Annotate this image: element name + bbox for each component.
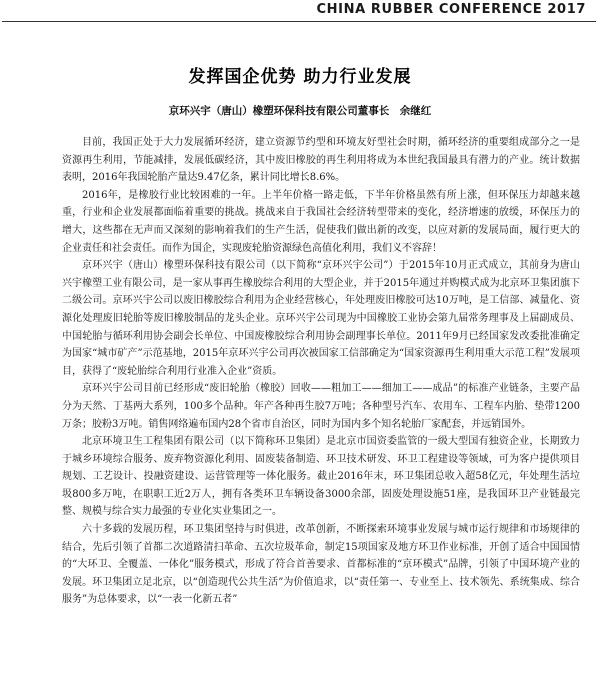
- paragraph: 六十多载的发展历程，环卫集团坚持与时俱进，改革创新，不断探索环境事业发展与城市运行规律和市场规律的结合，先后引领了首都二次道路清扫革命、五次垃圾革命，制定15项国家及地方环卫作业标准，开创了适合中国国情的“大环卫、全覆盖、一体化”服务模式，形成了符合首善要求、首都标准的“京环模式”品牌，引领了中国环境产业的发展。环卫集团立足北京，以“创造现代公共生活”为价值追求，以“责任第一、专业至上、技术领先、系统集成、综合服务”为总体要求，以“一表一化新五者”: [62, 524, 580, 606]
- paragraph: 目前，我国正处于大力发展循环经济，建立资源节约型和环境友好型社会时期，循环经济的重要组成部分之一是资源再生利用，节能减排，发展低碳经济，其中废旧橡胶的再生利用将成为本世纪我国最具有潜力的产业。统计数据表明，2016年我国轮胎产量达9.47亿条，累计同比增长8.6%。: [62, 137, 580, 184]
- article-author: 京环兴宇（唐山）橡塑环保科技有限公司董事长 余继红: [168, 105, 432, 117]
- conference-header: CHINA RUBBER CONFERENCE 2017: [316, 2, 586, 17]
- paragraph: 京环兴宇（唐山）橡塑环保科技有限公司（以下简称“京环兴宇公司”）于2015年10月正式成立，其前身为唐山兴宇橡塑工业有限公司，是一家从事再生橡胶综合利用的大型企业，并于2015年通过并购模式成为北京环卫集团旗下二级公司。京环兴宇公司以废旧橡胶综合利用为企业经营核心，年处理废旧橡胶可达10万吨，是工信部、减量化、资源化处理废旧轮胎等废旧橡胶制品的龙头企业。京环兴宇公司现为中国橡胶工业协会第九届常务理事及上届副成员、中国轮胎与循环利用协会副会长单位、中国废橡胶综合利用协会副理事长单位。2011年9月已经国家发改委批准确定为国家“城市矿产”示范基地，2015年京环兴宇公司再次被国家工信部确定为“国家资源再生利用重大示范工程”发展项目，获得了“废轮胎综合利用行业准入企业”资质。: [62, 260, 580, 377]
- header-divider: [2, 21, 596, 22]
- article-title: 发挥国企优势 助力行业发展: [188, 67, 412, 87]
- paragraph: 2016年，是橡胶行业比较困难的一年。上半年价格一路走低，下半年价格虽然有所上涨，但环保压力却越来越重，行业和企业发展都面临着重要的挑战。挑战来自于我国社会经济转型带来的变化，经济增速的放缓，环保压力的增大，这些都在无声而又深刻的影响着我们的生产生活，促使我们做出新的改变，以应对新的发展局面，履行更大的企业责任和社会责任。而作为国企，实现废轮胎资源绿色高值化利用，我们义不容辞！: [62, 189, 580, 254]
- article-body: [62, 134, 580, 609]
- paragraph: 京环兴宇公司目前已经形成“废旧轮胎（橡胶）回收——粗加工——细加工——成品”的标准产业链条，主要产品分为天然、丁基两大系列，100多个品种。年产各种再生胶7万吨；各种型号汽车、农用车、工程车内胎、垫带1200万条；胶粉3万吨。销售网络遍布国内28个省市自治区，同时为国内多个知名轮胎厂家配套，并远销国外。: [62, 383, 580, 430]
- paragraph: 北京环境卫生工程集团有限公司（以下简称环卫集团）是北京市国资委监管的一级大型国有独资企业，长期致力于城乡环境综合服务、废弃物资源化利用、固废装备制造、环卫技术研发、环卫工程建设等领域，可为客户提供项目规划、工艺设计、投融资建设、运营管理等一体化服务。截止2016年末，环卫集团总收入超58亿元，年处理生活垃圾800多万吨，在职职工近2万人，拥有各类环卫车辆设备3000余部，固废处理设施51座，是我国环卫产业链最完整、规模与综合实力最强的专业化实业集团之一。: [62, 436, 580, 518]
